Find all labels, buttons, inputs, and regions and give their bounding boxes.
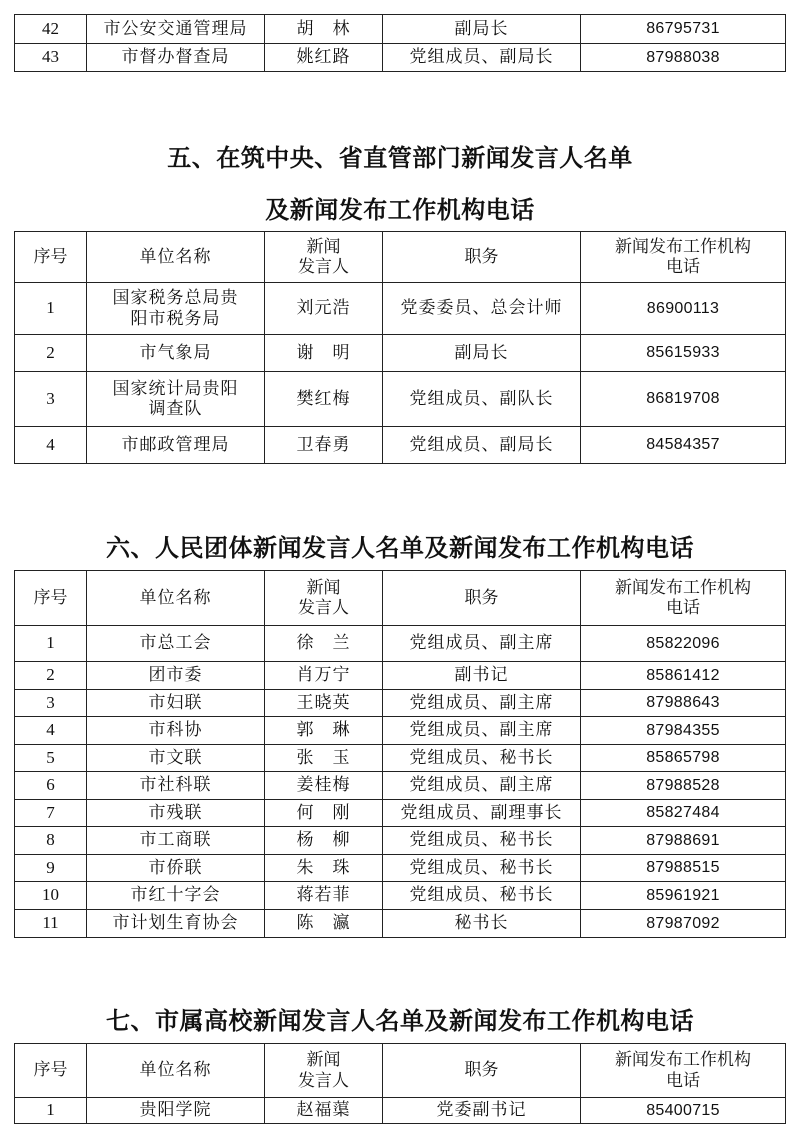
header-phone-line1: 新闻发布工作机构	[615, 236, 751, 257]
cell-spokesperson: 陈 瀛	[265, 910, 383, 938]
header-phone	[581, 1044, 786, 1098]
table-row	[15, 800, 786, 827]
cell-spokesperson: 徐 兰	[265, 626, 383, 662]
cell-unit: 市文联	[87, 745, 265, 772]
cell-index: 7	[15, 800, 87, 827]
cell-phone: 85615933	[581, 335, 786, 372]
cell-index: 4	[15, 427, 87, 464]
header-unit: 单位名称	[87, 571, 265, 626]
cell-index: 1	[15, 1098, 87, 1124]
table-row	[15, 662, 786, 690]
cell-unit-line1: 市气象局	[139, 342, 212, 363]
cell-spokesperson: 张 玉	[265, 745, 383, 772]
cell-spokesperson: 谢 明	[265, 335, 383, 372]
header-phone	[581, 232, 786, 283]
table-row	[15, 626, 786, 662]
cell-unit-line1: 国家税务总局贵	[112, 288, 239, 309]
cell-position: 党组成员、副局长	[383, 427, 581, 464]
cell-phone: 85961921	[581, 882, 786, 910]
cell-unit	[87, 372, 265, 427]
table-section7	[14, 1043, 786, 1124]
cell-index: 5	[15, 745, 87, 772]
cell-position: 党组成员、副局长	[383, 44, 581, 72]
cell-index: 6	[15, 772, 87, 800]
section5-title-line1: 五、在筑中央、省直管部门新闻发言人名单	[167, 144, 633, 172]
cell-index: 42	[15, 15, 87, 44]
cell-unit-line2: 阳市税务局	[130, 308, 221, 329]
section6-title: 六、人民团体新闻发言人名单及新闻发布工作机构电话	[106, 534, 694, 562]
table-row	[15, 882, 786, 910]
cell-position: 党组成员、副理事长	[383, 800, 581, 827]
section7-title: 七、市属高校新闻发言人名单及新闻发布工作机构电话	[106, 1007, 694, 1035]
cell-phone: 87987092	[581, 910, 786, 938]
cell-phone: 87988691	[581, 827, 786, 855]
table-row	[15, 855, 786, 882]
cell-spokesperson: 卫春勇	[265, 427, 383, 464]
cell-phone: 87988038	[581, 44, 786, 72]
cell-position: 党组成员、副主席	[383, 772, 581, 800]
table-row	[15, 745, 786, 772]
table-header-row	[15, 1044, 786, 1098]
header-unit: 单位名称	[87, 1044, 265, 1098]
cell-unit: 市科协	[87, 717, 265, 745]
cell-phone: 86900113	[581, 283, 786, 335]
cell-unit: 市工商联	[87, 827, 265, 855]
cell-position: 党组成员、秘书长	[383, 745, 581, 772]
cell-spokesperson: 朱 珠	[265, 855, 383, 882]
cell-index: 3	[15, 690, 87, 717]
table-row	[15, 427, 786, 464]
cell-unit: 市红十字会	[87, 882, 265, 910]
cell-position: 党组成员、副队长	[383, 372, 581, 427]
header-position: 职务	[383, 232, 581, 283]
cell-spokesperson: 赵福蕖	[265, 1098, 383, 1124]
cell-index: 2	[15, 335, 87, 372]
cell-index: 4	[15, 717, 87, 745]
header-phone-line1: 新闻发布工作机构	[615, 1050, 751, 1071]
table-body	[15, 15, 786, 72]
cell-index: 9	[15, 855, 87, 882]
cell-index: 10	[15, 882, 87, 910]
cell-phone: 85822096	[581, 626, 786, 662]
header-phone-line1: 新闻发布工作机构	[615, 577, 751, 598]
cell-position: 副局长	[383, 15, 581, 44]
header-position: 职务	[383, 571, 581, 626]
cell-spokesperson: 何 刚	[265, 800, 383, 827]
table-row	[15, 690, 786, 717]
header-spokesperson	[265, 571, 383, 626]
table-row	[15, 44, 786, 72]
cell-phone: 87988528	[581, 772, 786, 800]
cell-phone: 86795731	[581, 15, 786, 44]
cell-spokesperson: 胡 林	[265, 15, 383, 44]
header-spokesperson	[265, 232, 383, 283]
cell-position: 党委副书记	[383, 1098, 581, 1124]
header-phone-line2: 电话	[666, 1070, 700, 1091]
cell-unit: 市公安交通管理局	[87, 15, 265, 44]
cell-unit: 团市委	[87, 662, 265, 690]
cell-position: 秘书长	[383, 910, 581, 938]
header-unit: 单位名称	[87, 232, 265, 283]
table-row	[15, 827, 786, 855]
cell-spokesperson: 王晓英	[265, 690, 383, 717]
table-section5	[14, 231, 786, 464]
table-row	[15, 335, 786, 372]
cell-index: 43	[15, 44, 87, 72]
cell-phone: 85861412	[581, 662, 786, 690]
cell-phone: 86819708	[581, 372, 786, 427]
cell-position: 党组成员、秘书长	[383, 827, 581, 855]
cell-spokesperson: 郭 琳	[265, 717, 383, 745]
cell-unit: 市残联	[87, 800, 265, 827]
header-spokesperson-line1: 新闻	[306, 577, 341, 598]
cell-position: 党委委员、总会计师	[383, 283, 581, 335]
cell-spokesperson: 杨 柳	[265, 827, 383, 855]
header-position: 职务	[383, 1044, 581, 1098]
cell-unit: 市总工会	[87, 626, 265, 662]
cell-unit: 市社科联	[87, 772, 265, 800]
cell-index: 1	[15, 626, 87, 662]
header-index: 序号	[15, 1044, 87, 1098]
table-section-top	[14, 14, 786, 72]
cell-position: 党组成员、副主席	[383, 626, 581, 662]
cell-unit-line2: 调查队	[148, 399, 203, 419]
cell-index: 8	[15, 827, 87, 855]
cell-spokesperson: 刘元浩	[265, 283, 383, 335]
table-body	[15, 283, 786, 464]
cell-unit: 市督办督查局	[87, 44, 265, 72]
header-phone-line2: 电话	[666, 257, 700, 277]
table-body	[15, 626, 786, 938]
cell-phone: 85827484	[581, 800, 786, 827]
cell-index: 3	[15, 372, 87, 427]
header-index: 序号	[15, 571, 87, 626]
cell-position: 副书记	[383, 662, 581, 690]
header-phone	[581, 571, 786, 626]
table-body	[15, 1098, 786, 1124]
cell-phone: 85865798	[581, 745, 786, 772]
cell-unit	[87, 283, 265, 335]
cell-unit: 市妇联	[87, 690, 265, 717]
table-row	[15, 772, 786, 800]
cell-index: 1	[15, 283, 87, 335]
cell-phone: 87988515	[581, 855, 786, 882]
cell-position: 副局长	[383, 335, 581, 372]
header-spokesperson-line1: 新闻	[306, 1050, 341, 1071]
cell-unit	[87, 427, 265, 464]
cell-position: 党组成员、副主席	[383, 690, 581, 717]
cell-spokesperson: 樊红梅	[265, 372, 383, 427]
cell-phone: 87984355	[581, 717, 786, 745]
header-spokesperson-line2: 发言人	[298, 257, 349, 277]
table-header-row	[15, 571, 786, 626]
section5-title-line2: 及新闻发布工作机构电话	[265, 196, 535, 224]
cell-unit: 市侨联	[87, 855, 265, 882]
cell-spokesperson: 姜桂梅	[265, 772, 383, 800]
cell-spokesperson: 姚红路	[265, 44, 383, 72]
header-spokesperson-line2: 发言人	[298, 598, 349, 618]
table-row	[15, 1098, 786, 1124]
header-spokesperson-line2: 发言人	[298, 1070, 349, 1091]
header-index: 序号	[15, 232, 87, 283]
cell-unit	[87, 335, 265, 372]
table-section6	[14, 570, 786, 938]
header-phone-line2: 电话	[666, 598, 700, 618]
table-header-row	[15, 232, 786, 283]
cell-unit-line1: 国家统计局贵阳	[112, 378, 239, 399]
table-row	[15, 283, 786, 335]
cell-index: 2	[15, 662, 87, 690]
table-row	[15, 372, 786, 427]
cell-unit: 市计划生育协会	[87, 910, 265, 938]
cell-position: 党组成员、秘书长	[383, 855, 581, 882]
cell-position: 党组成员、秘书长	[383, 882, 581, 910]
header-spokesperson	[265, 1044, 383, 1098]
table-row	[15, 717, 786, 745]
table-row	[15, 15, 786, 44]
cell-unit: 贵阳学院	[87, 1098, 265, 1124]
cell-unit-line1: 市邮政管理局	[121, 434, 230, 455]
table-row	[15, 910, 786, 938]
header-spokesperson-line1: 新闻	[306, 236, 341, 257]
cell-phone: 85400715	[581, 1098, 786, 1124]
cell-phone: 87988643	[581, 690, 786, 717]
cell-spokesperson: 肖万宁	[265, 662, 383, 690]
cell-spokesperson: 蒋若菲	[265, 882, 383, 910]
cell-position: 党组成员、副主席	[383, 717, 581, 745]
cell-index: 11	[15, 910, 87, 938]
cell-phone: 84584357	[581, 427, 786, 464]
